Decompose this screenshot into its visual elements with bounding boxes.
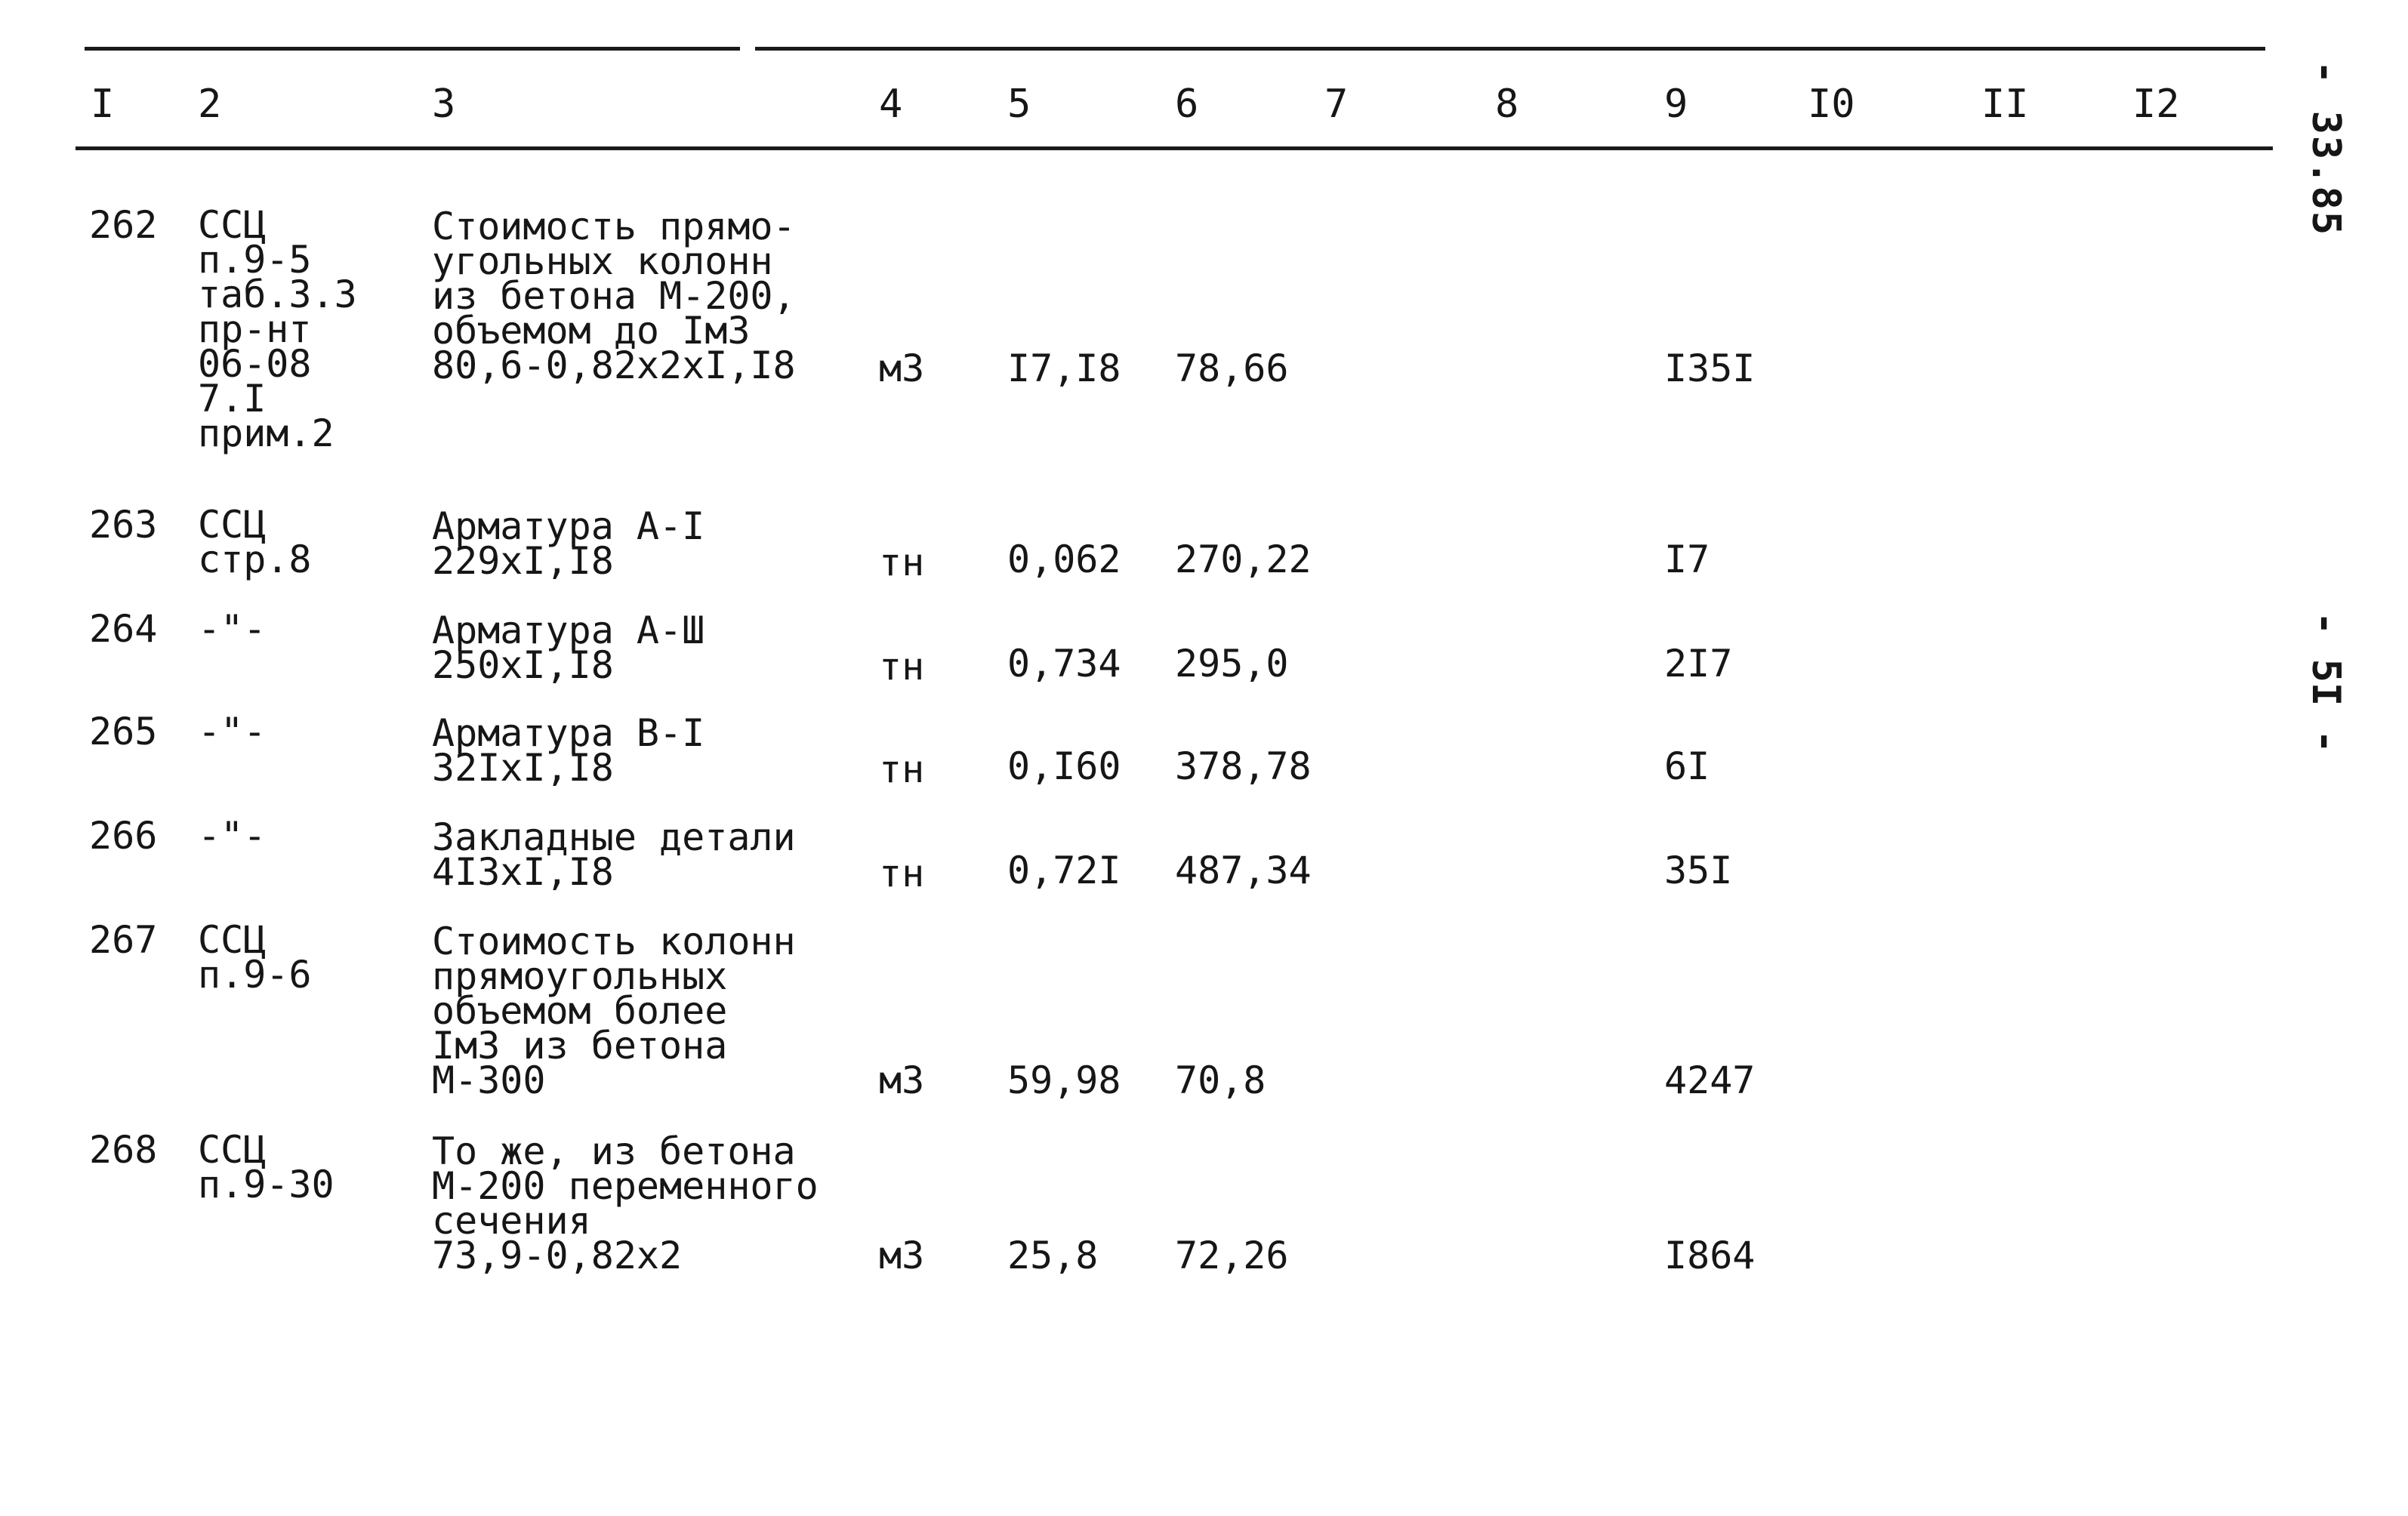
row-total: 2I7 — [1664, 642, 1733, 686]
row-number: 266 — [89, 814, 158, 858]
row-total: 6I — [1664, 744, 1710, 788]
column-header-1: I — [91, 82, 115, 127]
row-unit: м3 — [879, 1058, 925, 1102]
row-unit: м3 — [879, 347, 925, 390]
header-top-rule-right — [755, 47, 2265, 51]
row-total: 4247 — [1664, 1058, 1756, 1102]
row-reference: ССЦ п.9-5 таб.3.3 пр-нт 06-08 7.I прим.2 — [198, 203, 357, 455]
row-unit: тн — [879, 541, 925, 584]
row-unit-price: 270,22 — [1175, 538, 1312, 581]
column-header-9: 9 — [1664, 82, 1688, 127]
column-header-7: 7 — [1324, 82, 1349, 127]
row-quantity: 0,734 — [1007, 642, 1121, 686]
row-description: Арматура А-Ш 250хI,I8 — [432, 609, 705, 687]
row-unit: м3 — [879, 1234, 925, 1277]
row-unit-price: 70,8 — [1175, 1058, 1266, 1102]
row-quantity: I7,I8 — [1007, 347, 1121, 390]
row-reference: -"- — [198, 710, 267, 753]
row-unit: тн — [879, 747, 925, 791]
row-quantity: 59,98 — [1007, 1058, 1121, 1102]
row-number: 262 — [89, 203, 158, 247]
row-number: 264 — [89, 607, 158, 651]
row-description: Стоимость прямо- угольных колонн из бетона М-200, объемом до Iм3 80,6-0,82х2хI,I8 — [432, 205, 796, 387]
row-reference: -"- — [198, 607, 267, 651]
row-number: 268 — [89, 1128, 158, 1172]
column-header-10: I0 — [1808, 82, 1855, 127]
header-bottom-rule — [76, 146, 2273, 150]
row-number: 263 — [89, 503, 158, 547]
row-reference: ССЦ п.9-30 — [198, 1128, 335, 1206]
row-unit-price: 72,26 — [1175, 1234, 1289, 1277]
row-unit-price: 378,78 — [1175, 744, 1312, 788]
row-quantity: 0,I60 — [1007, 744, 1121, 788]
column-header-11: II — [1981, 82, 2029, 127]
row-description: Арматура А-I 229хI,I8 — [432, 504, 705, 583]
margin-document-code: - 33.85 — [2303, 60, 2348, 237]
row-reference: ССЦ стр.8 — [198, 503, 312, 581]
column-header-12: I2 — [2132, 82, 2180, 127]
row-unit: тн — [879, 645, 925, 689]
row-total: I864 — [1664, 1234, 1756, 1277]
column-header-5: 5 — [1007, 82, 1031, 127]
row-quantity: 0,062 — [1007, 538, 1121, 581]
row-description: Закладные детали 4I3хI,I8 — [432, 815, 796, 894]
column-header-6: 6 — [1175, 82, 1199, 127]
row-total: I7 — [1664, 538, 1710, 581]
row-description: Стоимость колонн прямоугольных объемом более Iм3 из бетона М-300 — [432, 920, 796, 1102]
row-unit: тн — [879, 852, 925, 895]
row-unit-price: 78,66 — [1175, 347, 1289, 390]
row-total: I35I — [1664, 347, 1756, 390]
row-description: Арматура В-I 32IхI,I8 — [432, 711, 705, 790]
row-number: 265 — [89, 710, 158, 753]
row-reference: ССЦ п.9-6 — [198, 918, 312, 997]
column-header-2: 2 — [198, 82, 222, 127]
row-unit-price: 295,0 — [1175, 642, 1289, 686]
row-total: 35I — [1664, 849, 1733, 892]
row-number: 267 — [89, 918, 158, 962]
header-top-rule-left — [85, 47, 740, 51]
row-unit-price: 487,34 — [1175, 849, 1312, 892]
column-header-8: 8 — [1495, 82, 1519, 127]
column-header-3: 3 — [432, 82, 456, 127]
row-reference: -"- — [198, 814, 267, 858]
column-header-4: 4 — [879, 82, 903, 127]
row-quantity: 0,72I — [1007, 849, 1121, 892]
row-description: То же, из бетона М-200 переменного сечения 73,9-0,82х2 — [432, 1129, 819, 1277]
page-number: - 5I - — [2303, 612, 2348, 753]
row-quantity: 25,8 — [1007, 1234, 1099, 1277]
